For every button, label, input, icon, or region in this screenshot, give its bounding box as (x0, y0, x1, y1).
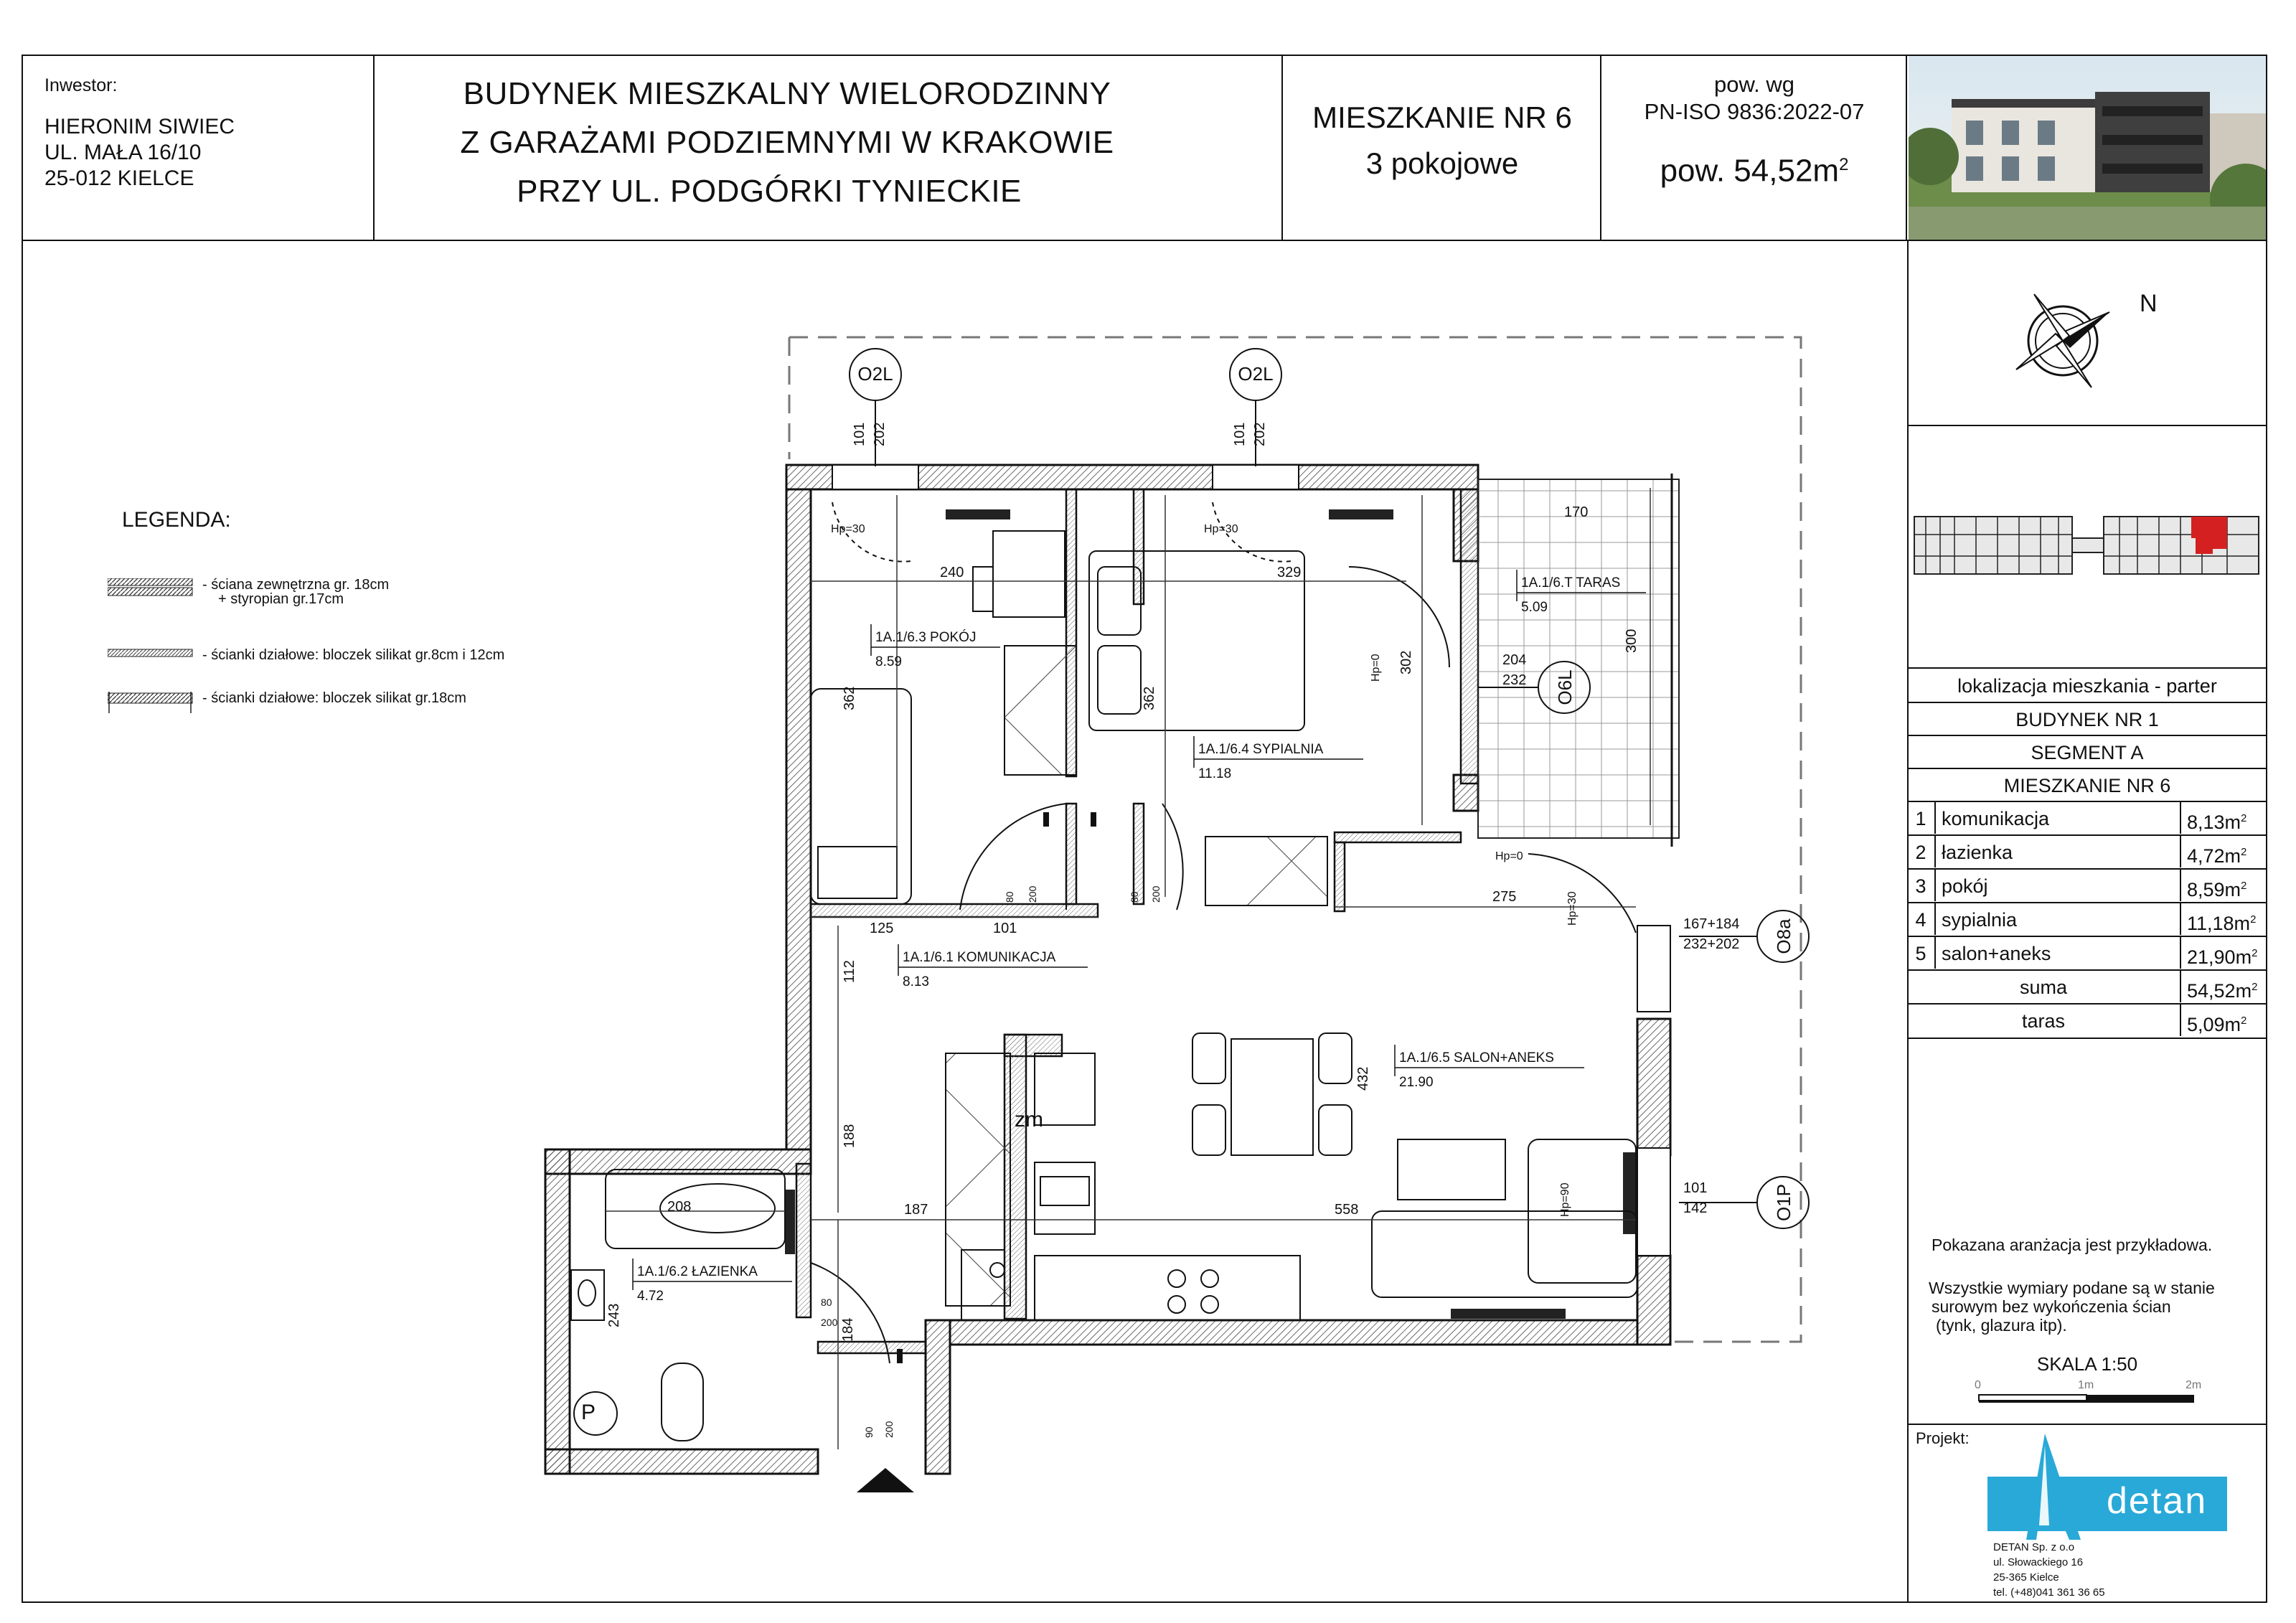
dimension-value: 432 (1355, 1066, 1371, 1091)
room-label: 1A.1/6.4 SYPIALNIA (1198, 742, 1324, 757)
apartment-label: MIESZKANIE NR 6 (2003, 775, 2171, 796)
entrance-marker (857, 1468, 914, 1492)
investor-street: UL. MAŁA 16/10 (44, 141, 202, 164)
dimension-value: 101 (852, 422, 867, 446)
room-area-row (1907, 1003, 2267, 1036)
height-label: Hp=0 (1495, 850, 1523, 862)
height-label: Hp=0 (1370, 654, 1382, 682)
area-value (1601, 145, 1907, 192)
height-label: Hp=90 (1559, 1182, 1571, 1217)
room-area-value: $4,72m^2$ (2180, 836, 2267, 867)
room-area-value: $54,52m^2$ (2180, 971, 2267, 1002)
apartment-cell (1283, 55, 1601, 240)
north-arrow-icon (2009, 287, 2117, 395)
dimension-value: 202 (1252, 422, 1268, 446)
room-name: łazienka (1942, 842, 2013, 863)
dimension-value: 200 (1150, 885, 1162, 903)
height-label: Hp=30 (831, 523, 865, 535)
height-label: Hp=30 (1566, 891, 1578, 926)
dimension-value: 167+184 (1683, 916, 1740, 932)
room-area-row (1907, 902, 2267, 935)
note-arrangement: Pokazana aranżacja jest przykładowa. (1932, 1236, 2213, 1254)
north-divider (1907, 425, 2267, 426)
room-area-value: $21,90m^2$ (2180, 937, 2267, 969)
company-info (1993, 1540, 2105, 1600)
room-area-row (1907, 936, 2267, 969)
room-number: 1 (1907, 802, 1936, 834)
investor-cell (22, 55, 375, 240)
company-name: DETAN Sp. z o.o (1993, 1541, 2075, 1553)
dimension-value: 101 (1683, 1180, 1708, 1196)
north-label: N (2140, 290, 2158, 317)
room-area: 21.90 (1399, 1075, 1434, 1090)
dimension-value: 362 (842, 686, 857, 710)
room-area: 8.59 (875, 654, 902, 669)
dimension-value: 204 (1502, 652, 1527, 668)
room-area-value: $8,59m^2$ (2180, 870, 2267, 901)
company-street: ul. Słowackiego 16 (1993, 1556, 2084, 1568)
legend-text-exterior-1: - ściana zewnętrzna gr. 18cm (202, 577, 390, 593)
room-area: 8.13 (903, 974, 929, 989)
scale-tick-2m: 2m (2186, 1379, 2202, 1391)
interior-walls (796, 489, 1478, 1353)
height-label: Hp=30 (1204, 523, 1238, 535)
title-cell (375, 55, 1283, 240)
dimension-value: 329 (1277, 565, 1302, 580)
table-bottom-line (1907, 1038, 2267, 1039)
dimension-value: 187 (904, 1202, 928, 1218)
legend-swatch-partition-thin (108, 649, 194, 659)
dimension-value: 101 (993, 921, 1017, 936)
area-value-text: pow. 54,52m (1660, 153, 1840, 189)
dimension-value: 90 (863, 1426, 875, 1438)
room-label: 1A.1/6.3 POKÓJ (875, 630, 977, 645)
dimension-value: 243 (606, 1303, 622, 1327)
investor-name: HIERONIM SIWIEC (44, 115, 235, 138)
dimension-value: 112 (842, 960, 857, 983)
room-area-row (1907, 868, 2267, 901)
scale-label: SKALA 1:50 (2036, 1353, 2138, 1375)
room-area-value: $8,13m^2$ (2180, 802, 2267, 834)
room-number: 3 (1907, 870, 1936, 901)
floor-plan (531, 330, 1822, 1521)
dimension-value: 232 (1502, 672, 1527, 688)
note-dimensions-1: Wszystkie wymiary podane są w stanie (1929, 1279, 2215, 1297)
room-area-value: $5,09m^2$ (2180, 1005, 2267, 1036)
segment-label: SEGMENT A (2031, 742, 2144, 763)
dimension-value: 202 (872, 422, 888, 446)
window-tag: O6L (1554, 669, 1576, 705)
legend-title: LEGENDA: (122, 508, 231, 532)
room-name: pokój (1942, 875, 1988, 897)
room-label: 1A.1/6.5 SALON+ANEKS (1399, 1050, 1554, 1065)
room-area: 4.72 (637, 1289, 664, 1304)
detan-logo (1983, 1432, 2231, 1540)
area-cell (1601, 55, 1907, 240)
building-render-image (1909, 56, 2266, 240)
room-label: 1A.1/6.1 KOMUNIKACJA (903, 950, 1056, 965)
area-value-sup: 2 (1839, 155, 1849, 174)
segment-row (1907, 735, 2267, 768)
apartment-name: MIESZKANIE NR 6 (1312, 100, 1572, 134)
dimension-value: 80 (1129, 891, 1140, 903)
note-dimensions-3: (tynk, glazura itp). (1936, 1316, 2067, 1335)
dimension-value: 200 (1027, 885, 1038, 903)
dimension-value: 232+202 (1683, 936, 1740, 952)
room-label: 1A.1/6.2 ŁAZIENKA (637, 1264, 758, 1279)
room-name: suma (2019, 977, 2068, 998)
dimension-value: 188 (842, 1124, 857, 1148)
dimension-value: 362 (1142, 686, 1157, 710)
scale-tick-0: 0 (1975, 1379, 1981, 1391)
dimension-value: 208 (667, 1199, 692, 1215)
legend-text-partition-thin: - ścianki działowe: bloczek silikat gr.8cm i 12cm (202, 647, 505, 663)
dimension-value: 80 (1004, 891, 1015, 903)
investor-label: Inwestor: (44, 75, 118, 95)
logo-text: detan (2107, 1480, 2208, 1522)
company-city: 25-365 Kielce (1993, 1571, 2059, 1584)
room-name: salon+aneks (1942, 943, 2051, 964)
scale-tick-1m: 1m (2078, 1379, 2094, 1391)
window-tag: O1P (1773, 1183, 1794, 1222)
investor-city: 25-012 KIELCE (44, 166, 194, 190)
dimension-value: 558 (1335, 1202, 1359, 1218)
site-location-plan (1911, 509, 2263, 581)
room-area-row (1907, 969, 2267, 1002)
apartment-rooms: 3 pokojowe (1365, 146, 1519, 180)
window-tag: O8a (1773, 918, 1794, 954)
header-divider (22, 240, 2267, 241)
dimension-value: 302 (1398, 650, 1414, 674)
dimension-value: 101 (1232, 422, 1248, 446)
legend-swatch-partition-thick (108, 692, 194, 713)
room-label: 1A.1/6.T TARAS (1521, 575, 1621, 591)
dimension-value: 240 (940, 565, 964, 580)
dimension-value: 80 (821, 1297, 832, 1308)
room-area: 11.18 (1198, 766, 1232, 781)
room-number: 4 (1907, 903, 1936, 935)
title-line-3: PRZY UL. PODGÓRKI TYNIECKIE (517, 174, 1022, 209)
room-area-row (1907, 834, 2267, 867)
dimension-value: 125 (870, 921, 894, 936)
area-label-2: PN-ISO 9836:2022-07 (1644, 99, 1865, 124)
dimension-value: 170 (1564, 504, 1589, 520)
legend-text-partition-thick: - ścianki działowe: bloczek silikat gr.18cm (202, 690, 466, 706)
legend-text-exterior-2: + styropian gr.17cm (218, 591, 344, 607)
scale-bar (1966, 1380, 2210, 1409)
dimension-value: 184 (840, 1317, 856, 1342)
room-area-value: $11,18m^2$ (2180, 903, 2267, 935)
dimension-value: 300 (1624, 629, 1639, 653)
legend-swatch-exterior (108, 578, 194, 596)
apartment-row (1907, 768, 2267, 801)
dimension-value: 142 (1683, 1200, 1708, 1216)
building-row (1907, 702, 2267, 735)
location-caption: lokalizacja mieszkania - parter (1957, 675, 2217, 697)
window-tag: O2L (1238, 363, 1274, 385)
company-phone: tel. (+48)041 361 36 65 (1993, 1586, 2105, 1599)
project-divider (1907, 1424, 2267, 1425)
project-label: Projekt: (1916, 1429, 1970, 1447)
room-number: 5 (1907, 937, 1936, 969)
room-area-row (1907, 801, 2267, 834)
dimension-value: 200 (821, 1317, 838, 1328)
room-name: taras (2021, 1010, 2066, 1032)
p-label: P (581, 1401, 596, 1424)
note-dimensions-2: surowym bez wykończenia ścian (1932, 1297, 2171, 1316)
title-line-2: Z GARAŻAMI PODZIEMNYMI W KRAKOWIE (460, 125, 1114, 160)
dimension-value: 200 (883, 1421, 895, 1438)
building-label: BUDYNEK NR 1 (2015, 709, 2159, 730)
location-divider (1907, 667, 2267, 669)
room-number: 2 (1907, 836, 1936, 867)
zm-label: zm (1015, 1108, 1043, 1132)
window-tag: O2L (857, 363, 893, 385)
room-name: sypialnia (1942, 909, 2018, 931)
room-area: 5.09 (1521, 600, 1548, 615)
room-name: komunikacja (1942, 808, 2050, 829)
area-label-1: pow. wg (1713, 72, 1794, 97)
dimension-value: 275 (1492, 889, 1517, 905)
title-line-1: BUDYNEK MIESZKALNY WIELORODZINNY (463, 76, 1111, 111)
